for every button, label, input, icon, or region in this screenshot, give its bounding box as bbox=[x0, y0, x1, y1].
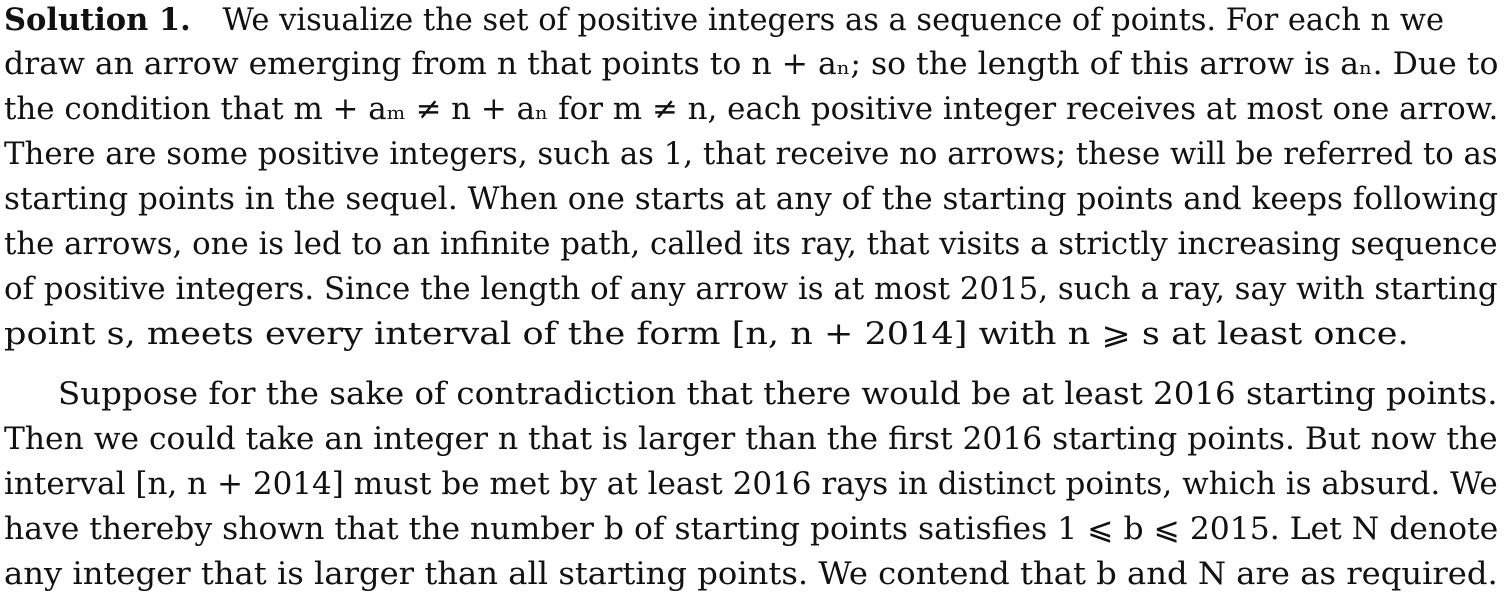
p1-line1-text: We visualize the set of positive integers as a sequence of points. For each n we bbox=[222, 3, 1445, 38]
paragraph2-line-2: Then we could take an integer n that is larger than the first 2016 starting points. But now the bbox=[4, 422, 1498, 457]
paragraph1-line-1 bbox=[4, 2, 1498, 38]
solution-heading: Solution 1. bbox=[4, 2, 191, 38]
paragraph1-line-3: the condition that m + aₘ ≠ n + aₙ for m ≠ n, each positive integer receives at most one arrow. bbox=[4, 92, 1499, 127]
paragraph1-line-6: the arrows, one is led to an infinite path, called its ray, that visits a strictly increasing sequence bbox=[4, 227, 1498, 262]
paragraph2-line-5: any integer that is larger than all starting points. We contend that b and N are as required. bbox=[4, 557, 1498, 592]
paragraph1-line-8: point s, meets every interval of the form [n, n + 2014] with n ⩾ s at least once. bbox=[4, 317, 1409, 352]
paragraph2-line-4: have thereby shown that the number b of starting points satisfies 1 ⩽ b ⩽ 2015. Let N denote bbox=[4, 512, 1499, 547]
paragraph2-line-3: interval [n, n + 2014] must be met by at least 2016 rays in distinct points, which is absurd. We bbox=[4, 467, 1498, 502]
paragraph1-line-2: draw an arrow emerging from n that points to n + aₙ; so the length of this arrow is aₙ. Due to bbox=[4, 47, 1499, 82]
paragraph1-line-5: starting points in the sequel. When one starts at any of the starting points and keeps following bbox=[4, 182, 1499, 217]
paragraph2-line-1: Suppose for the sake of contradiction that there would be at least 2016 starting points. bbox=[58, 377, 1498, 412]
paragraph1-line-7: of positive integers. Since the length of any arrow is at most 2015, such a ray, say with starting bbox=[4, 272, 1498, 307]
paragraph1-line-4: There are some positive integers, such as 1, that receive no arrows; these will be referred to as bbox=[4, 137, 1498, 172]
